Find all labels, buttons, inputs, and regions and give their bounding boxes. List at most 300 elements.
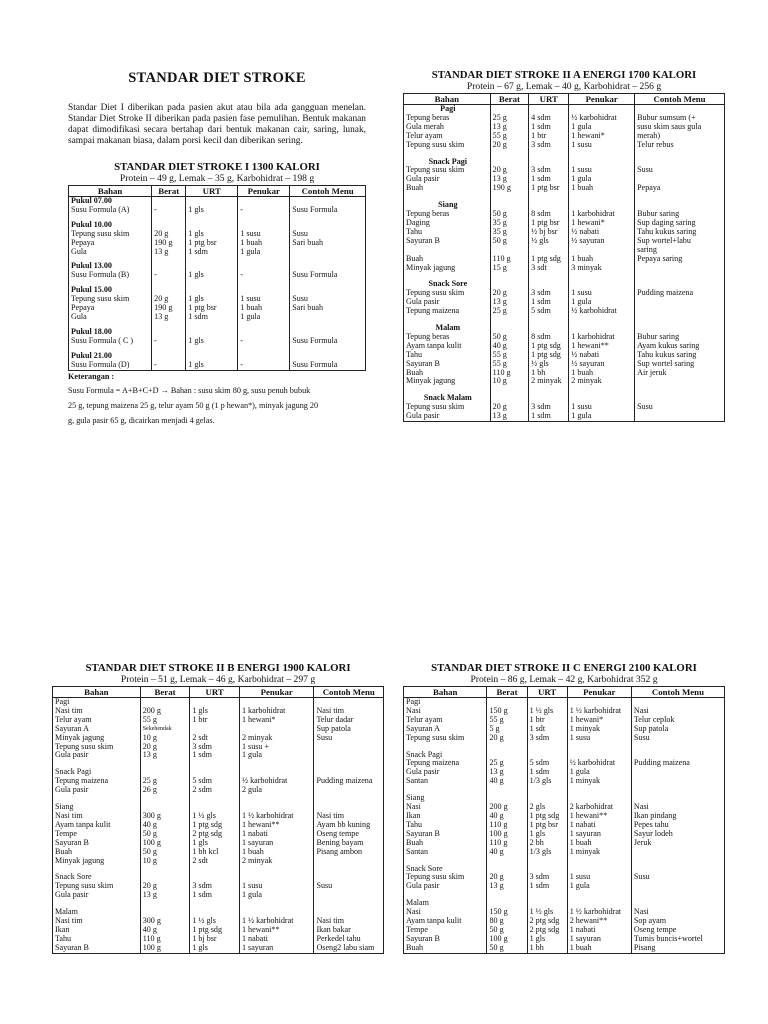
table-row — [404, 333, 725, 342]
column-header-ingredient: Bahan — [404, 94, 491, 105]
cell-household-measure: 1 gls — [190, 707, 240, 716]
cell-weight: - — [152, 206, 186, 215]
empty-cell — [635, 150, 725, 167]
empty-cell — [569, 105, 635, 114]
diet-table — [403, 686, 725, 954]
cell-ingredient: Tepung maizena — [404, 307, 491, 316]
table-row — [404, 351, 725, 360]
meal-group-row — [69, 215, 366, 230]
cell-household-measure: 1 sdm — [527, 882, 567, 891]
cell-ingredient: Daging — [404, 219, 491, 228]
cell-exchange: 1 hewani* — [569, 132, 635, 141]
cell-weight: 13 g — [140, 891, 190, 900]
cell-household-measure: 1 gls — [186, 295, 238, 304]
table-row — [69, 313, 366, 322]
cell-household-measure: 1 sdm — [190, 891, 240, 900]
cell-household-measure: 3 sdm — [190, 882, 240, 891]
cell-household-measure: 1/3 gls — [527, 777, 567, 786]
empty-cell — [190, 795, 240, 812]
empty-cell — [290, 322, 366, 337]
empty-cell — [529, 150, 569, 167]
cell-ingredient: Telur ayam — [404, 716, 487, 725]
cell-exchange: 1 nabati — [239, 830, 313, 839]
table-row — [69, 304, 366, 313]
column-header-exchange: Penukar — [238, 186, 290, 197]
table-row — [404, 184, 725, 193]
cell-menu-example — [635, 377, 725, 386]
cell-weight: 100 g — [140, 944, 190, 953]
cell-menu-example: Sup wortel+labu — [635, 237, 725, 246]
table-row — [69, 271, 366, 280]
cell-weight: 55 g — [140, 716, 190, 725]
meal-group-label: Snack Sore — [404, 272, 491, 289]
empty-cell — [567, 857, 631, 874]
cell-exchange: 1 hewani* — [569, 219, 635, 228]
empty-cell — [238, 322, 290, 337]
cell-household-measure: 2 bh — [527, 839, 567, 848]
cell-household-measure: 2 sdt — [190, 857, 240, 866]
empty-cell — [290, 215, 366, 230]
cell-ingredient: Tepung susu skim — [404, 734, 487, 743]
empty-cell — [238, 215, 290, 230]
cell-ingredient: Minyak jagung — [404, 377, 491, 386]
table-row — [404, 716, 725, 725]
cell-menu-example — [631, 768, 724, 777]
empty-cell — [152, 346, 186, 361]
cell-menu-example — [635, 307, 725, 316]
cell-ingredient: Gula pasir — [404, 768, 487, 777]
meal-group-row — [404, 743, 725, 760]
cell-exchange: - — [238, 337, 290, 346]
cell-household-measure: 3 sdm — [529, 166, 569, 175]
meal-group-row — [69, 256, 366, 271]
cell-weight: - — [152, 337, 186, 346]
empty-cell — [190, 760, 240, 777]
cell-menu-example: Susu — [290, 295, 366, 304]
notes-label: Keterangan : — [68, 371, 115, 381]
cell-weight: 190 g — [490, 184, 529, 193]
empty-cell — [567, 786, 631, 803]
cell-ingredient: Ayam tanpa kulit — [404, 917, 487, 926]
cell-exchange: 1 hewani** — [567, 812, 631, 821]
cell-exchange — [239, 725, 313, 734]
cell-weight: 26 g — [140, 786, 190, 795]
cell-household-measure: 1 gls — [527, 935, 567, 944]
table-header-row — [404, 687, 725, 698]
cell-exchange: 1 hewani** — [569, 342, 635, 351]
cell-ingredient: Tepung susu skim — [404, 141, 491, 150]
table-title: STANDAR DIET STROKE I 1300 KALORI — [114, 161, 320, 173]
cell-weight: 13 g — [487, 768, 527, 777]
empty-cell — [152, 197, 186, 206]
cell-exchange: 1 gula — [567, 882, 631, 891]
cell-menu-example: Nasi — [631, 908, 724, 917]
cell-household-measure — [190, 725, 240, 734]
cell-ingredient: Tahu — [404, 351, 491, 360]
cell-exchange: 1 gula — [569, 175, 635, 184]
notes-line: g, gula pasir 65 g, dicairkan menjadi 4 gelas. — [68, 415, 215, 425]
table-macro: Protein – 49 g, Lemak – 35 g, Karbohidrat – 198 g — [119, 173, 315, 184]
cell-exchange: 1 hewani** — [239, 926, 313, 935]
cell-ingredient: Sayuran B — [404, 360, 491, 369]
cell-ingredient: Tepung susu skim — [404, 403, 491, 412]
cell-weight: 110 g — [487, 839, 527, 848]
cell-menu-example: Jeruk — [631, 839, 724, 848]
table-row — [404, 132, 725, 141]
cell-menu-example: Sayur lodeh — [631, 830, 724, 839]
cell-household-measure: 1 sdm — [529, 175, 569, 184]
cell-ingredient: Gula pasir — [404, 175, 491, 184]
cell-menu-example: Nasi tim — [314, 812, 384, 821]
empty-cell — [152, 280, 186, 295]
empty-cell — [239, 865, 313, 882]
cell-exchange: - — [238, 206, 290, 215]
table-row — [404, 342, 725, 351]
cell-exchange: 1 sayuran — [239, 944, 313, 953]
section-stroke-2b — [52, 662, 384, 954]
cell-household-measure: 1 gls — [527, 830, 567, 839]
cell-ingredient: Buah — [404, 184, 491, 193]
cell-menu-example: Pepaya — [635, 184, 725, 193]
empty-cell — [569, 386, 635, 403]
cell-exchange: 1 buah — [238, 239, 290, 248]
cell-weight: 110 g — [490, 255, 529, 264]
cell-menu-example: Tahu kukus saring — [635, 228, 725, 237]
empty-cell — [186, 322, 238, 337]
cell-menu-example: Sop ayam — [631, 917, 724, 926]
table-row — [404, 725, 725, 734]
table-row — [404, 298, 725, 307]
cell-menu-example: Telur ceplok — [631, 716, 724, 725]
cell-exchange: 1 susu — [567, 873, 631, 882]
column-header-exchange: Penukar — [567, 687, 631, 698]
empty-cell — [635, 193, 725, 210]
cell-weight: 55 g — [490, 360, 529, 369]
empty-cell — [140, 698, 190, 707]
table-row — [404, 141, 725, 150]
diet-table — [68, 185, 366, 371]
empty-cell — [490, 150, 529, 167]
cell-ingredient: Sayuran B — [404, 935, 487, 944]
cell-menu-example: Pudding maizena — [631, 759, 724, 768]
column-header-household-measure: URT — [190, 687, 240, 698]
table-row — [69, 239, 366, 248]
cell-household-measure: 1 ptg sdg — [190, 821, 240, 830]
cell-ingredient: Buah — [404, 255, 491, 264]
empty-cell — [238, 346, 290, 361]
cell-weight: 13 g — [490, 123, 529, 132]
cell-household-measure: 1 ½ gls — [190, 812, 240, 821]
table-row — [404, 360, 725, 369]
cell-weight: 300 g — [140, 917, 190, 926]
cell-weight: 200 g — [487, 803, 527, 812]
cell-menu-example: Bubur saring — [635, 333, 725, 342]
cell-household-measure: ½ bj bsr — [529, 228, 569, 237]
cell-weight: 20 g — [140, 743, 190, 752]
table-row — [404, 873, 725, 882]
table-row — [404, 246, 725, 255]
empty-cell — [635, 272, 725, 289]
table-row — [404, 830, 725, 839]
cell-exchange: 1 minyak — [567, 848, 631, 857]
cell-weight: 110 g — [490, 369, 529, 378]
empty-cell — [190, 698, 240, 707]
cell-household-measure: 1 sdm — [529, 123, 569, 132]
cell-weight: 20 g — [487, 873, 527, 882]
cell-household-measure: 1 ½ gls — [190, 917, 240, 926]
cell-household-measure: 1 bh — [527, 944, 567, 953]
cell-menu-example: Susu — [314, 882, 384, 891]
cell-household-measure: 4 sdm — [529, 114, 569, 123]
cell-menu-example — [631, 777, 724, 786]
cell-menu-example: merah) — [635, 132, 725, 141]
cell-exchange: ½ nabati — [569, 228, 635, 237]
table-row — [404, 307, 725, 316]
cell-menu-example: Air jeruk — [635, 369, 725, 378]
cell-exchange: 1 gula — [239, 891, 313, 900]
cell-ingredient: Buah — [404, 839, 487, 848]
table-row — [69, 206, 366, 215]
cell-exchange: 2 karbohidrat — [567, 803, 631, 812]
cell-exchange: 1 susu — [569, 403, 635, 412]
cell-ingredient: Nasi tim — [53, 812, 141, 821]
cell-exchange: ½ sayuran — [569, 360, 635, 369]
cell-ingredient: Tempe — [53, 830, 141, 839]
table-row — [404, 777, 725, 786]
cell-exchange: ½ karbohidrat — [569, 114, 635, 123]
cell-weight: 13 g — [152, 313, 186, 322]
table-row — [404, 369, 725, 378]
cell-ingredient: Minyak jagung — [53, 734, 141, 743]
empty-cell — [569, 193, 635, 210]
empty-cell — [567, 743, 631, 760]
cell-exchange: 1 sayuran — [567, 935, 631, 944]
meal-group-label: Malam — [404, 891, 487, 908]
empty-cell — [239, 900, 313, 917]
cell-household-measure: 1 bj bsr — [190, 935, 240, 944]
meal-group-row — [404, 316, 725, 333]
cell-menu-example: Telur dadar — [314, 716, 384, 725]
cell-ingredient: Sayuran B — [53, 944, 141, 953]
cell-ingredient: Gula pasir — [53, 786, 141, 795]
cell-weight: 40 g — [487, 848, 527, 857]
table-row — [404, 403, 725, 412]
table-row — [53, 839, 384, 848]
empty-cell — [631, 743, 724, 760]
cell-weight: 50 g — [487, 926, 527, 935]
cell-ingredient: Buah — [53, 848, 141, 857]
cell-ingredient: Gula — [69, 313, 152, 322]
cell-household-measure: 2 ptg sdg — [190, 830, 240, 839]
meal-group-row — [404, 150, 725, 167]
cell-menu-example: Sup wortel saring — [635, 360, 725, 369]
cell-menu-example — [314, 857, 384, 866]
cell-weight: 150 g — [487, 707, 527, 716]
cell-exchange: 1 gula — [569, 123, 635, 132]
cell-menu-example: Pisang ambon — [314, 848, 384, 857]
diet-table — [52, 686, 384, 954]
cell-menu-example: saring — [635, 246, 725, 255]
cell-ingredient: Nasi — [404, 803, 487, 812]
cell-menu-example: Perkedel tahu — [314, 935, 384, 944]
empty-cell — [190, 865, 240, 882]
meal-group-row — [404, 786, 725, 803]
cell-exchange: 1 gula — [238, 313, 290, 322]
cell-menu-example: Pisang — [631, 944, 724, 953]
cell-household-measure: 5 sdm — [529, 307, 569, 316]
cell-ingredient: Tahu — [404, 228, 491, 237]
cell-weight: 20 g — [490, 289, 529, 298]
table-title: STANDAR DIET STROKE II A ENERGI 1700 KALORI — [431, 69, 697, 81]
cell-weight: Sekehendak — [140, 725, 190, 734]
cell-exchange: 1 buah — [239, 848, 313, 857]
cell-household-measure: 1 sdt — [527, 725, 567, 734]
table-macro: Protein – 51 g, Lemak – 46 g, Karbohidrat – 297 g — [120, 674, 316, 685]
table-row — [404, 377, 725, 386]
cell-exchange: - — [238, 361, 290, 370]
cell-household-measure: 1 ptg bsr — [186, 239, 238, 248]
meal-group-label: Snack Pagi — [53, 760, 141, 777]
cell-weight: 13 g — [487, 882, 527, 891]
cell-weight: 13 g — [490, 175, 529, 184]
cell-exchange: 1 buah — [569, 184, 635, 193]
cell-ingredient: Sayuran A — [404, 725, 487, 734]
empty-cell — [239, 698, 313, 707]
cell-exchange: 1 buah — [567, 839, 631, 848]
table-row — [404, 759, 725, 768]
cell-weight: - — [152, 271, 186, 280]
cell-exchange: 2 minyak — [569, 377, 635, 386]
cell-exchange: 1 sayuran — [567, 830, 631, 839]
cell-exchange: 1 susu — [238, 295, 290, 304]
cell-weight: 55 g — [490, 351, 529, 360]
cell-weight: 35 g — [490, 228, 529, 237]
empty-cell — [186, 197, 238, 206]
cell-weight: 190 g — [152, 304, 186, 313]
empty-cell — [487, 857, 527, 874]
cell-exchange: 1 susu — [567, 734, 631, 743]
empty-cell — [290, 280, 366, 295]
section-stroke-2c — [403, 662, 725, 954]
table-row — [53, 944, 384, 953]
cell-household-measure: 5 sdm — [190, 777, 240, 786]
cell-weight: 35 g — [490, 219, 529, 228]
column-header-household-measure: URT — [527, 687, 567, 698]
table-row — [53, 882, 384, 891]
cell-menu-example — [635, 412, 725, 421]
meal-group-label: Pukul 18.00 — [69, 322, 152, 337]
cell-menu-example: Sari buah — [290, 239, 366, 248]
cell-ingredient: Tepung susu skim — [404, 873, 487, 882]
meal-group-row — [404, 698, 725, 707]
table-row — [53, 812, 384, 821]
cell-ingredient: Ikan — [53, 926, 141, 935]
cell-household-measure: 1 sdm — [186, 313, 238, 322]
column-header-household-measure: URT — [529, 94, 569, 105]
empty-cell — [238, 197, 290, 206]
page-title: STANDAR DIET STROKE — [128, 70, 306, 86]
cell-household-measure: 1 gls — [186, 206, 238, 215]
cell-exchange: 1 hewani* — [239, 716, 313, 725]
empty-cell — [238, 256, 290, 271]
empty-cell — [487, 698, 527, 707]
meal-group-row — [69, 280, 366, 295]
cell-household-measure: 1 gls — [186, 271, 238, 280]
cell-ingredient: Tepung susu skim — [404, 289, 491, 298]
notes-line: 25 g, tepung maizena 25 g, telur ayam 50 g (1 p hewan*), minyak jagung 20 — [68, 400, 319, 410]
cell-exchange: ½ sayuran — [569, 237, 635, 246]
meal-group-label: Siang — [404, 786, 487, 803]
empty-cell — [490, 386, 529, 403]
notes-line: Susu Formula = A+B+C+D → Bahan : susu skim 80 g, susu penuh bubuk — [68, 385, 311, 395]
cell-ingredient: Ikan — [404, 812, 487, 821]
cell-ingredient: Susu Formula ( C ) — [69, 337, 152, 346]
cell-weight: 40 g — [490, 342, 529, 351]
meal-group-label: Malam — [404, 316, 491, 333]
meal-group-row — [53, 900, 384, 917]
cell-ingredient: Gula pasir — [404, 412, 491, 421]
cell-ingredient: Tepung susu skim — [69, 295, 152, 304]
cell-ingredient: Gula pasir — [404, 298, 491, 307]
cell-household-measure: 1 gls — [190, 944, 240, 953]
cell-ingredient: Nasi tim — [53, 917, 141, 926]
table-header-row — [69, 186, 366, 197]
cell-ingredient: Gula pasir — [404, 882, 487, 891]
empty-cell — [140, 795, 190, 812]
meal-group-label: Pagi — [404, 698, 487, 707]
cell-household-measure: 1 ptg sdg — [190, 926, 240, 935]
cell-exchange: 1 minyak — [567, 725, 631, 734]
cell-menu-example — [314, 743, 384, 752]
column-header-menu-example: Contoh Menu — [314, 687, 384, 698]
cell-menu-example: Oseng tempe — [314, 830, 384, 839]
cell-household-measure: 1 sdm — [529, 298, 569, 307]
table-header-row — [404, 94, 725, 105]
cell-weight: 150 g — [487, 908, 527, 917]
cell-menu-example: Susu — [635, 403, 725, 412]
cell-weight: 110 g — [487, 821, 527, 830]
cell-menu-example: Telur rebus — [635, 141, 725, 150]
cell-exchange: 1 susu — [569, 289, 635, 298]
empty-cell — [631, 891, 724, 908]
intro-paragraph: Standar Diet I diberikan pada pasien akut atau bila ada gangguan menelan. Standar Diet Stroke II diberikan pada pasien fase pemulihan. Bentuk makanan dapat dimodifikasi secara bertahap dari bentuk makanan cair, saring, lunak, sampai makanan biasa, dalam porsi kecil dan diberikan sering. — [68, 103, 366, 146]
empty-cell — [314, 900, 384, 917]
empty-cell — [529, 105, 569, 114]
cell-exchange: 1 hewani** — [239, 821, 313, 830]
column-header-exchange: Penukar — [569, 94, 635, 105]
empty-cell — [631, 786, 724, 803]
cell-ingredient: Telur ayam — [53, 716, 141, 725]
meal-group-row — [404, 105, 725, 114]
cell-household-measure: 2 sdm — [190, 786, 240, 795]
cell-menu-example: Susu — [631, 734, 724, 743]
meal-group-label: Pagi — [404, 105, 491, 114]
cell-exchange: 1 sayuran — [239, 839, 313, 848]
cell-menu-example — [631, 882, 724, 891]
cell-ingredient: Buah — [404, 369, 491, 378]
cell-menu-example: Ayam kukus saring — [635, 342, 725, 351]
cell-weight: 20 g — [490, 166, 529, 175]
cell-ingredient: Tepung susu skim — [53, 743, 141, 752]
cell-household-measure: 3 sdm — [527, 873, 567, 882]
table-row — [69, 361, 366, 370]
cell-exchange: - — [238, 271, 290, 280]
cell-menu-example: Susu Formula — [290, 271, 366, 280]
cell-weight: 80 g — [487, 917, 527, 926]
cell-ingredient: Gula pasir — [53, 891, 141, 900]
table-macro: Protein – 67 g, Lemak – 40 g, Karbohidrat – 256 g — [466, 81, 662, 92]
cell-ingredient: Santan — [404, 848, 487, 857]
